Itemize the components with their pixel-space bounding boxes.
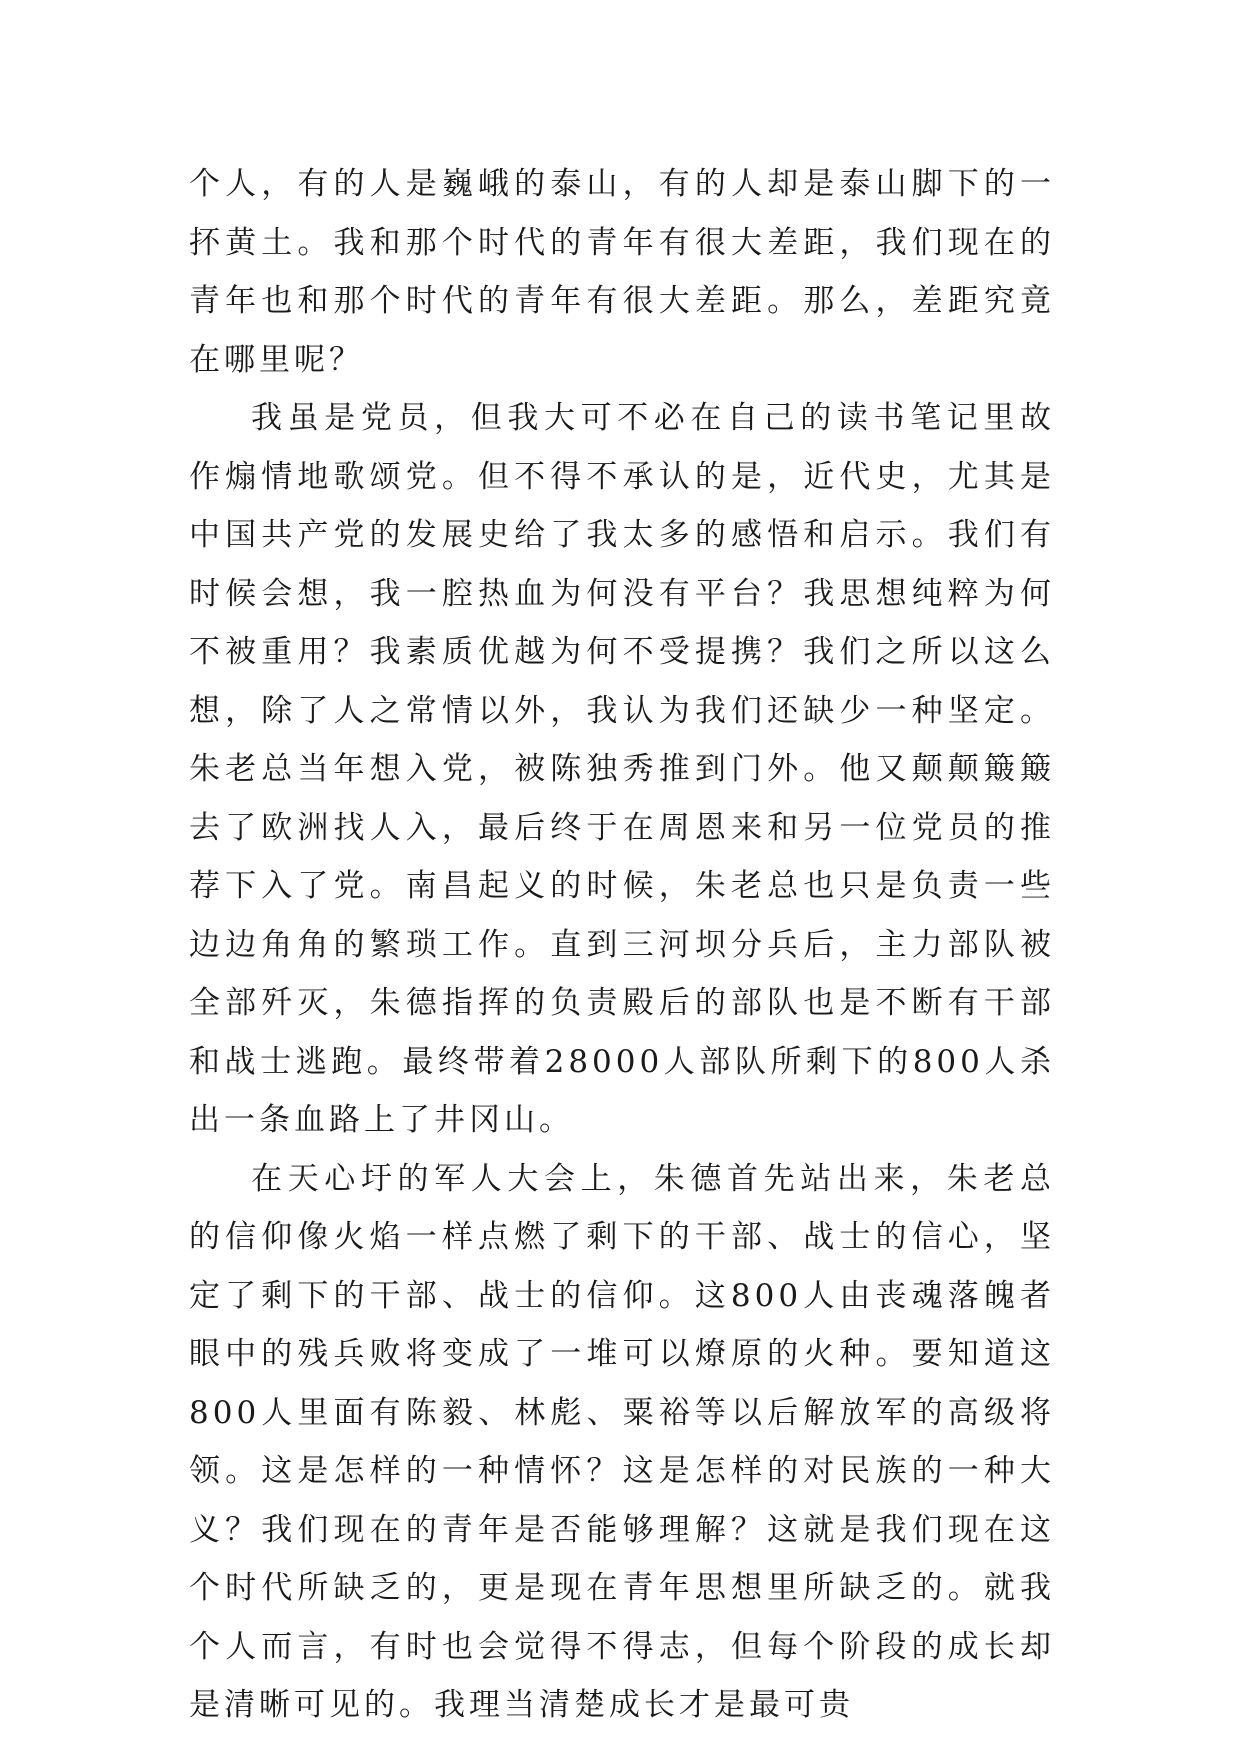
paragraph-3: 在天心圩的军人大会上，朱德首先站出来，朱老总的信仰像火焰一样点燃了剩下的干部、战士的信心，坚定了剩下的干部、战士的信仰。这800人由丧魂落魄者眼中的残兵败将变成了一堆可以燎原的火种。要知道这800人里面有陈毅、林彪、粟裕等以后解放军的高级将领。这是怎样的一种情怀？这是怎样的对民族的一种大义？我们现在的青年是否能够理解？这就是我们现在这个时代所缺乏的，更是现在青年思想里所缺乏的。就我个人而言，有时也会觉得不得志，但每个阶段的成长却是清晰可见的。我理当清楚成长才是最可贵 [189, 1160, 1055, 1723]
body-text [189, 155, 1055, 1735]
paragraph-1: 个人，有的人是巍峨的泰山，有的人却是泰山脚下的一抔黄土。我和那个时代的青年有很大差距，我们现在的青年也和那个时代的青年有很大差距。那么，差距究竟在哪里呢？ [189, 166, 1055, 378]
paragraph-2: 我虽是党员，但我大可不必在自己的读书笔记里故作煽情地歌颂党。但不得不承认的是，近代史，尤其是中国共产党的发展史给了我太多的感悟和启示。我们有时候会想，我一腔热血为何没有平台？我思想纯粹为何不被重用？我素质优越为何不受提携？我们之所以这么想，除了人之常情以外，我认为我们还缺少一种坚定。朱老总当年想入党，被陈独秀推到门外。他又颠颠簸簸去了欧洲找人入，最后终于在周恩来和另一位党员的推荐下入了党。南昌起义的时候，朱老总也只是负责一些边边角角的繁琐工作。直到三河坝分兵后，主力部队被全部歼灭，朱德指挥的负责殿后的部队也是不断有干部和战士逃跑。最终带着28000人部队所剩下的800人杀出一条血路上了井冈山。 [189, 400, 1055, 1138]
